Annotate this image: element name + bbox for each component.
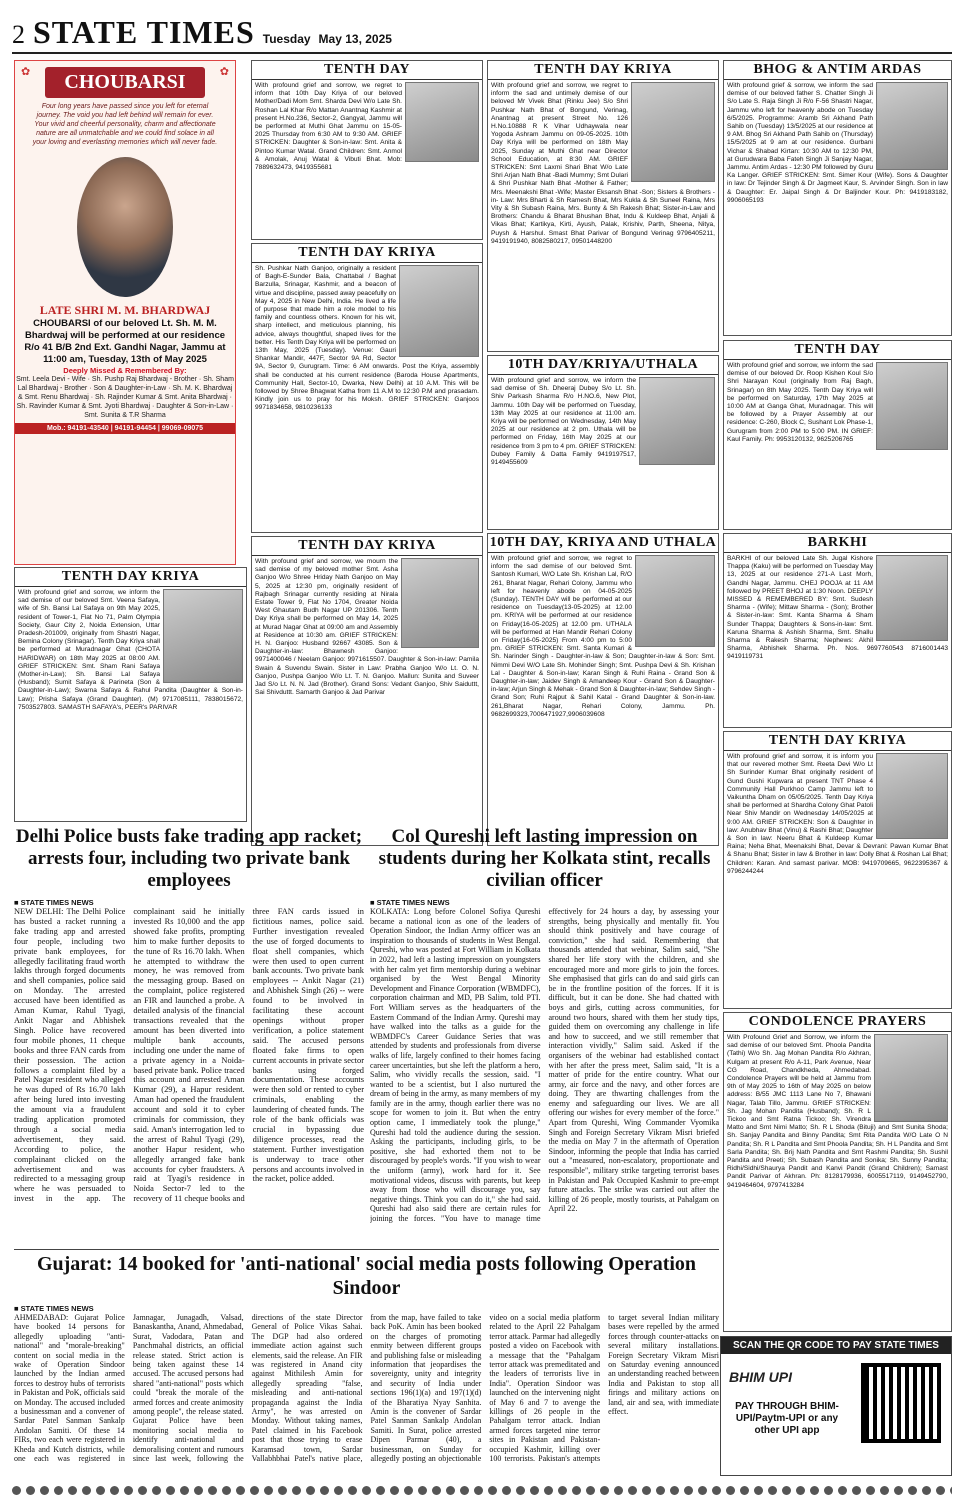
article-headline: Gujarat: 14 booked for 'anti-national' social media posts following Operation Sindoor	[36, 1253, 697, 1299]
obituary-text: With profound grief and sorrow, it is inform you that our revered mother Smt. Reeta Devi W/o Lt Sh Surinder Kumar Bhat originally resident of Gund Gushi Kupwara at present TNT Phase 4 Community Hall Purkhoo Camp Jammu left to Vaikuntha Dham on 05/05/2025. Tenth Day Kriya shall be performed at Shardha Colony Ghat Patoli Near Shiv Mandir on Wednesday 14/05/2025 at 9:00 AM. GRIEF STRICKEN: Son & Daughter in law: Anubhav Bhat (Vinu) & Rashi Bhat; Daughter & Son in law: Neeru Bhat & Kuldeep Kumar Raina; Neha Bhat, Meenakshi Bhat, Devar & Devrani: Pawan Kumar Bhat & Shanu Bhat; Sister in law & Brother in law: Dolly Bhat & Roshan Lal Bhat; Children: Karan. And samast parivar. MOB: 9419709665, 9622395367 & 9796244244	[727, 753, 948, 875]
decorative-dot	[614, 1486, 623, 1495]
decorative-dot	[222, 1486, 231, 1495]
deceased-portrait	[77, 157, 173, 297]
article-tag: ■ STATE TIMES NEWS	[370, 898, 450, 907]
decorative-dot	[110, 1486, 119, 1495]
decorative-dot	[628, 1486, 637, 1495]
decorative-dot	[642, 1486, 651, 1495]
decorative-dot	[54, 1486, 63, 1495]
decorative-dot	[460, 1486, 469, 1495]
flower-icon: ✿	[21, 66, 31, 78]
decorative-dot	[572, 1486, 581, 1495]
decorative-dot	[166, 1486, 175, 1495]
section-divider	[14, 1249, 719, 1250]
obituary-dheeraj-dubey	[487, 355, 719, 530]
decorative-dot	[600, 1486, 609, 1495]
decorative-dot	[782, 1486, 791, 1495]
decorative-dot	[68, 1486, 77, 1495]
article-body: KOLKATA: Long before Colonel Sofiya Qureshi became a national icon as one of the leaders of Operation Sindoor, the Indian Army officer was an inspiration to thousands of students in West Bengal. Qureshi, who was posted at Fort William in Kolkata in 2022, had left a lasting impression on youngsters with her calm yet firm mentorship during a webinar organised by the West Bengal Minority Development and Finance Corporation (WBMDFC), corporation chairman and MD, PB Salim, told PTI. Fort William serves as the headquarters of the Eastern Command of the Indian Army. Qureshi may have walked into the talks as a guide for the WBMDFC's Career Guidance Series that was attended by students and professionals from diverse walks of life, largely confined to their homes facing career uncertainties, but she left the platform a hero, Salim, who vividly recalls the session, said. "I wanted to be a scientist, but I also nurtured the dream of being in the army, as many members of my family are in the army, though earlier there was no scope for women to join it. But when the entry option came, I immediately took the plunge," Qureshi had told the audience during the session. Asking the participants, including girls, to be positive, she had exhorted them not to be discouraged by people's words. "If you wish to wear the uniform (army), work hard for it. See motivational videos, discuss with parents, but keep away from those who will discourage you, say negative things. Think you can do it," she had said. Qureshi had also said there are certain rules for joining the forces. "You have to manage time effectively for 24 hours a day, by assessing your strengths, being physically and mentally fit. You should think positively and have courage of conviction," she had said. Remembering that thousands attended that webinar, Salim said, "She shared her life story with the children, and she encouraged more and more girls to join the forces. She emphasised that girls can do and said girls can be in the frontline position of the forces. If it is difficult, but it can be done. She had chatted with boys and girls, cutting across communities, for around two hours, shared with them her study tips, guided them on overcoming any challenge in life and how to succeed, and we still remember that interaction vividly," Salim said. Asked if the organisers of the webinar had established contact with her after the press meet, Salim said, "It is a matter of pride for the entire country. What our army, air force and the navy, and other forces are doing. They are thwarting challenges from the enemy and safeguarding our lives. We are all offering our wishes for every member of the force." Apart from Qureshi, Wing Commander Vyomika Singh and Foreign Secretary Vikram Misri briefed the media on May 7 in the aftermath of Operation Sindoor, informing the people that India has carried out a "measured, non-escalatory, proportionate and responsible", military strike targeting terrorist bases in Pakistan and Pak Occupied Kashmir to pre-empt future attacks. The strike was carried out after the killing of 26 people, mostly tourists, at Pahalgam on April 22.	[370, 907, 719, 1223]
decorative-dot	[936, 1486, 945, 1495]
decorative-dot	[96, 1486, 105, 1495]
decorative-dot	[740, 1486, 749, 1495]
mourners-list: Smt. Leela Devi - Wife · Sh. Pushp Raj Bhardwaj - Brother · Sh. Sham Lal Bhardwaj - Brother · Son & Daughter-in-Law · Sh. M. K. Bhardwaj & Smt. Renu Bhardwaj · Sh. Rajinder Kumar & Smt. Anita Bhardwaj · Sh. Ravinder Kumar & Smt. Jyoti Bhardwaj · Daughter & Son-in-Law · Smt. Sunita & T.R Sharma	[16, 376, 234, 419]
obituary-jugal-kishore-thappa	[723, 533, 952, 728]
obituary-text: With Profound Grief and Sorrow, we inform the sad demise of our beloved Smt. Phoola Pandita (Tathi) W/o Sh. Jag Mohan Pandita R/o Akhran, Kulgam at present R/o A-11, Park Avenue, Near CG Road, Chandkheda, Ahmedabad. Condolence Prayers will be held at Jammu from 9th of May 2025 to 16th of May 2025 on below address: B/55 JMC 1113 Lane No 7, Bhawani Nagar, Talab Tillo, Jammu. GRIEF STRICKEN: Sh. Jag Mohan Pandita (Husband); Sh. R L Tickoo and Smt Ratna Tickoo; Sh. Virendra Matto and Smt Nimi Matto; Sh. R L Shoda (Bituji) and Smt Sunita Shoda; Sh. Sanjay Pandita and Binny Pandita; Smt Rita Pandita W/O Late O N Pandita; Sh. R L Pandita and Smt Phoola Pandita; Sh. H L Pandita and Smt Sarla Pandita; Sh. Brij Nath Pandita and Smt Rashmi Pandita; Sh. Sushil Pandita and Preeti; Sh. Subash Pandita and Sonika; Sh. Sunny Pandita; Ridhi/Sidhi/Shaurya Pandit and Kanvi Pandit (Grand Children); Samast Pandit Parivar of Akhran. Ph: 8128179936, 6005517119, 9149452790, 9419464604, 9797413284	[727, 1034, 948, 1189]
obituary-asha-ganjoo	[251, 536, 483, 846]
obituary-pushkar-nath-ganjoo	[251, 243, 483, 533]
decorative-dot	[362, 1486, 371, 1495]
decorative-dot	[264, 1486, 273, 1495]
deceased-photo	[874, 1034, 948, 1122]
deceased-photo	[876, 82, 948, 170]
decorative-dot	[768, 1486, 777, 1495]
deceased-photo	[639, 377, 715, 465]
page-number: 2	[12, 20, 25, 49]
decorative-dot	[432, 1486, 441, 1495]
decorative-dot	[488, 1486, 497, 1495]
decorative-dot	[824, 1486, 833, 1495]
obituary-text: With profound grief and sorrow, we regret to inform that 10th Day Kriya of our beloved Mother/Dadi Mom Smt. Sharda Devi W/o Late Sh. Roshan Lal Khar R/o Mattan Anantnag Kashmir at present H.No.236, Sector-2, Gangyal, Jammu will be performed at Muthi Ghat Jammu on 15-05-2025 Thursday from 6:30 AM to 9:30 AM. GRIEF STRICKEN: Daughter & Son-in-law: Smt. Anita & Pintoo Kumar Watal. Grand Children: Smt. Anmol & Amolak, Anuj Watal & Vibuti Bhat. Mob: 7889632473, 9419355681	[255, 82, 402, 172]
obituary-title: TENTH DAY KRIYA	[724, 732, 951, 751]
contact-numbers: Mob.: 94191-43540 | 94191-94454 | 99069-09075	[15, 423, 235, 434]
choubarsi-ad	[14, 60, 236, 565]
article-headline: Delhi Police busts fake trading app racket; arrests four, including two private bank employees	[15, 826, 363, 891]
decorative-dot	[754, 1486, 763, 1495]
obituary-title: 10TH DAY/KRIYA/UTHALA	[488, 356, 718, 375]
decorative-dot	[684, 1486, 693, 1495]
decorative-dot	[306, 1486, 315, 1495]
obituary-title: TENTH DAY KRIYA	[252, 537, 482, 556]
article-tag: ■ STATE TIMES NEWS	[14, 1304, 94, 1313]
obituary-text: With profound grief and sorrow, we inform the sad demise of Sh. Dheeraj Dubey S/o Lt. Sh. Shiv Parkash Sharma R/o H.NO.6, New Plot, Jammu. 10th Day will be performed on Tuesday, 13th May 2025 at our residence at 11:00 am. Kriya will be performed on Wednesday, 14th May 2025 at our residence at 2 pm. Uthala will be performed on Friday, 16th May 2025 at our residence from 3 pm to 4 pm. GRIEF STRICKEN: Dubey Family & Datta Family 9419197517, 9149455609	[491, 377, 636, 467]
decorative-dot	[880, 1486, 889, 1495]
deceased-photo	[405, 82, 479, 162]
obituary-roop-kishen-koul	[723, 340, 952, 530]
obituary-phoola-pandita	[723, 1012, 952, 1332]
decorative-dot	[138, 1486, 147, 1495]
decorative-dot	[502, 1486, 511, 1495]
decorative-dot	[726, 1486, 735, 1495]
masthead-bar	[12, 14, 952, 54]
qr-heading: SCAN THE QR CODE TO PAY STATE TIMES	[721, 1337, 951, 1354]
decorative-dot	[698, 1486, 707, 1495]
article-col-qureshi	[370, 826, 719, 1246]
article-gujarat	[14, 1252, 719, 1480]
obituary-text: With profound grief and sorrow, we inform the sad demise of our beloved Smt. Veena Safaya, wife of Sh. Bansi Lal Safaya on 9th May 2025, resident of Tower-1, Flat No 71, Palm Olympia Society, Gaur City 2, Noida Extension, Uttar Pradesh-201009, originally from Shastri Nagar, Bemina Colony (Srinagar). Tenth Day Kriya shall be performed at Muradnagar Ghat (CHOTA HARIDWAR) on 18th May 2025 at 08:00 AM. GRIEF STRICKEN: Smt. Sham Rani Safaya (Mother-in-Law); Sh. Bansi Lal Safaya (Husband); Sumit Safaya & Parineta (Son & Daughter-in-Law); Swarna Safaya & Rahul Pandita (Daughter & Son-in-Law); Prisha Safaya (Grand Daughter). (M) 9717085111, 7838015672, 7503527803. SAMASTH SAFAYA's, PEER's PARIVAR	[18, 589, 243, 711]
decorative-dot	[82, 1486, 91, 1495]
decorative-dot	[530, 1486, 539, 1495]
decorative-dot	[474, 1486, 483, 1495]
decorative-dot	[838, 1486, 847, 1495]
decorative-dot	[12, 1486, 21, 1495]
decorative-dot	[796, 1486, 805, 1495]
obituary-text: With profound grief and sorrow, we regret to inform the sad demise of our beloved Smt. Santosh Kumari, W/O Late Sh. Krishan Lal, R/O 261, Bharat Nagar, Rehari Colony, Jammu who left for heavenly abode on 04-05-2025 (Sunday). TENTH DAY will be performed at our residence on Tuesday(13-05-2025) at 12.00 pm. KRIYA will be performed at our residence on Friday(16-05-2025) at 12.00 pm. UTHALA will be performed at Han Mandir Rehari Colony on Friday(16-05-2025) From 4:00 pm to 5:00 pm. GRIEF STRICKEN: Smt. Santa Kumari & Sh. Narinder Singh - Daughter-in-law & Son; Daughter-in-law & Son: Smt. Nimmi Devi W/O Late Sh. Mohinder Singh; Smt. Pushpa Devi & Sh. Krishan Lal - Daughter & Son-in-law; Karan Singh & Ruhi Raina - Grand Son & Daughter-in-law; Jaidev Singh & Amandeep Kour - Grand Son & Daughter-in-law; Arjun Singh & Mehak - Grand Son & Daughter-in-law; Sehdev Singh - Grand Son; Ruhi Rajput & Sahil Katal - Grand Daughter & Son-in-law. 261,Bharat Nagar, Rehari Colony, Jammu. Ph. 9682699323,7006471927,9906039608	[491, 555, 715, 718]
obituary-veena-safaya	[14, 567, 247, 822]
obituary-santosh-kumari	[487, 533, 719, 846]
obituary-text: Sh. Pushkar Nath Ganjoo, originally a resident of Bagh-E-Sunder Bala, Chattabal / Baghat Barzulla, Srinagar, Kashmir, and a beacon of virtue and discipline, passed away peacefully on May 4, 2025 in New Delhi, India. He lived a life of purpose that made him a role model to his family and countless others. Known for his wit, sharp intellect, and meticulous planning, his advice, always thoughtful, shaped lives for the better. His Tenth Day Kriya will be performed on 13th May, 2025 (Tuesday). Venue: Gauri Shankar Mandir, 447F, Sector 9A Rd, Sector 9A, Sector 9, Gurugram. Time: 6 AM onwards. Post the Kriya, assembly shall be conducted at his current residence (Baroda House Apartments, Community Hall, Sector-10, Dwarka, New Delhi) at 10 A.M. This will be followed by Shree Bhagwat Katha from 11 A.M to 12:30 P.M and prasadam. Kindly join us to pray for his Moksh. GRIEF STRICKEN: Ganjoos 9971834658, 9810236133	[255, 265, 479, 412]
decorative-dot	[894, 1486, 903, 1495]
obituary-title: CONDOLENCE PRAYERS	[724, 1013, 951, 1032]
obituary-title: TENTH DAY	[724, 341, 951, 360]
decorative-dot	[152, 1486, 161, 1495]
decorative-dot	[250, 1486, 259, 1495]
article-headline: Col Qureshi left lasting impression on students during her Kolkata stint, recalls civilian officer	[378, 826, 711, 891]
decorative-dot	[348, 1486, 357, 1495]
decorative-dot	[278, 1486, 287, 1495]
article-body: AHMEDABAD: Gujarat Police have booked 14 persons for allegedly uploading "anti-national" and "morale-breaking" content on social media in the wake of Operation Sindoor launched by the Indian armed forces to destroy hubs of terrorists in Pakistan and PoK, officials said on Monday. The accused included a businessman and a convener of Sardar Patel Sanman Sankalp Andolan Samiti. Of these 14 FIRs, two each were registered in Kheda and Kutch districts, while one each was registered in Jamnagar, Junagadh, Valsad, Banaskantha, Anand, Ahmedabad, Surat, Vadodara, Patan and Panchmahal districts, an official release stated. Strict action is being taken against these 14 accused. The accused persons had shared "anti-national" posts which could "break the morale of the armed forces and create animosity among people", the release stated. Gujarat Police have been monitoring social media to identify anti-national and demoralising content and rumours since last week, following the directions of the state Director General of Police Vikas Sahai. The DGP had also ordered immediate action against such elements, said the release. An FIR was registered in Anand city against Mithilesh Amin for allegedly spreading "false, misleading and anti-national propaganda against the India Army", he was arrested on Monday. Without taking names, Patel claimed in his Facebook post that those trying to erase Karamsad town, Sardar Vallabhbhai Patel's native place, from the map, have failed to take back PoK. Amin has been booked on the charges of promoting enmity between different groups and publishing false or misleading information that jeopardises the sovereignty, unity and integrity and security of India under sections 196(1)(a) and 197(1)(d) of the Bharatiya Nyay Sanhita. Amin is the convener of Sardar Patel Sanman Sankalp Andolan Samiti. In Surat, police arrested Dipen Parmar (40), a businessman, on Sunday for allegedly posting an objectionable video on a social media platform related to the April 22 Pahalgam terror attack. Parmar had allegedly posted a video on Facebook with a message that the "Pahalgam terror attack was premeditated and the leaders of terrorists live in India". Operation Sindoor was launched on the intervening night of May 6 and 7 to avenge the killings of 26 people in the Pahalgam terror attack. Indian armed forces targeted nine terror sites in Pakistan and Pakistan-occupied Kashmir, killing over 100 terrorists. Pakistan's attempts to target several Indian military bases were repelled by the armed forces through counter-attacks on several military installations. Foreign Secretary Vikram Misri on Saturday evening announced an understanding reached between India and Pakistan to stop all firings and military actions on land, air and sea, with immediate effect.	[14, 1313, 719, 1464]
mourned-heading: Deeply Missed & Remembered By:	[63, 366, 187, 375]
obituary-sharda-devi	[251, 60, 483, 240]
article-delhi-police	[14, 826, 364, 1246]
obituary-text: With profound grief & sorrow, we inform the sad demise of our beloved father S. Chatter Singh Ji S/o Late S. Raja Singh Ji R/o F-56 Shastri Nagar, Jammu who left for heavenly abode on Tuesday 6/5/2025. Programme: Aramb Sri Akhand Path Sahib on (Tuesday) 13/5/2025 at our residence at 9 AM. Bhog Sri Akhand Path Sahib on (Thursday) 15/5/2025 at 9 am at our residence. Gurbani Vichar & Shabad Kirtan: 10:30 AM to 12:30 PM, at Gurudwara Baba Fateh Singh Ji Sanjay Nagar, Jammu. Antim Ardas - 12:30 PM followed by Guru Ka Langer. GRIEF STRICKEN: Smt. Simer Kour (Wife). Sons & Daughter in law: Dr Tejinder Singh & Dr Jagmeet Kaur, S. Arvinder Singh. Son in law & Daughter: Er. Jaipal Singh & Dr Baljinder Kour. Ph: 9419183182, 9906065193	[727, 82, 948, 204]
obituary-title: 10TH DAY, KRIYA AND UTHALA	[488, 534, 718, 553]
obituary-title: BHOG & ANTIM ARDAS	[724, 61, 951, 80]
obituary-text: BARKHI of our beloved Late Sh. Jugal Kishore Thappa (Kaku) will be performed on Tuesday May 13, 2025 at our residence 271-A Last Morh, Gandhi Nagar, Jammu. CHEJ POOJA at 11 AM followed by PREET BHOJ at 1:30 Noon. DEEPLY MISSED & REMEMBERED BY: Smt. Sudesh Sharma - (Wife); Mittaw Sharma - (Son); Brother & Sister-in-law: Smt. Kanta Sharma & Sham Sunder Thappa; Daughters & Sons-in-law: Smt. Karuna Sharma & Ashish Sharma, Smt. Shallu Sharma & Rakesh Sharma; Nephews: Akhil Sharma, Abhishek Sharma. Ph. Nos. 9697760543 8716001443 9419119731	[727, 555, 948, 661]
deceased-photo	[399, 265, 479, 357]
deceased-photo	[631, 82, 715, 182]
obituary-reeta-devi	[723, 731, 952, 1009]
decorative-dot	[26, 1486, 35, 1495]
deceased-photo	[635, 555, 715, 647]
decorative-dot	[292, 1486, 301, 1495]
decorative-dot	[586, 1486, 595, 1495]
obituary-text: With profound grief and sorrow, we regret to inform the sad and untimely demise of our beloved Mr Vivek Bhat (Rinku Jee) S/o Shri Pushkar Nath Bhat of Bongund, Verinag, Anantnag at present Street No. 126 H.No.10888 R K Vihar Udhaywala near Yogoda Ashram Jammu on 09-05-2025. 10th Day Kriya will be performed on 18th May 2025, Sunday at Muthi Ghat near Director School Education, at 8:30 AM. GRIEF STRICKEN: Smt Laxmi Shari Bhat W/o Late Shri Arjan Nath Bhat -Badi Mummy; Smt Dulari & Shri Pushkar Nath Bhat -Mother & Father; Mrs. Meenakshi Bhat -Wife; Master Eksansh Bhat -Son; Sisters & Brothers -in- Law: Mrs Bharti & Sh Ramesh Bhat, Mrs Kukla & Sh Suneel Raina, Mrs Vity & Sh Subash Raina, Mrs. Bunty & Sh Rakesh Bhat; Sister-in-Law and Brothers: Chandu & Bharat Bhushan Bhat, Indu & Kuldeep Bhat, Anjali & Vikas Bhat; Kartikya, Kirti, Ayush, Palak, Krishiv, Parth, Sheena, Nitya, Puysh & Harshul. Smast Bhat Parivar of Bongund Verinag 9796405211, 9419191940, 8082580217, 09501448200	[491, 82, 715, 245]
decorative-dot	[390, 1486, 399, 1495]
decorative-dot	[866, 1486, 875, 1495]
decorative-dot	[376, 1486, 385, 1495]
upi-payment-ad	[720, 1336, 952, 1476]
bhim-upi-logo: BHIM UPI	[729, 1369, 792, 1385]
decorative-dot	[670, 1486, 679, 1495]
decorative-dot	[656, 1486, 665, 1495]
issue-date: May 13, 2025	[318, 32, 392, 46]
obituary-title: TENTH DAY KRIYA	[252, 244, 482, 263]
decorative-dot	[194, 1486, 203, 1495]
issue-day: Tuesday	[262, 32, 311, 46]
deceased-photo	[876, 555, 948, 641]
article-body: NEW DELHI: The Delhi Police has busted a racket running a fake trading app and arrested four people, including two private bank employees, for allegedly facilitating fraud worth lakhs through forged documents and shell companies, police said on Monday. The arrested accused have been identified as Aman Kumar, Rahul Tyagi, Ankit Nagar and Abhishek Singh. Police have recovered four mobile phones, 11 cheque books and three FAN cards from their possession. The action follows a complaint filed by a Patel Nagar resident who alleged he was duped of Rs 16.70 lakh after being lured into investing the amount via a fraudulent trading application promoted through a social media advertisement, they said. According to police, the complainant clicked on the advertisement and was redirected to a messaging group where he was persuaded to invest in the app. The complainant said he initially invested Rs 10,000 and the app showed fake profits, prompting him to make further deposits to the tune of Rs 16.70 lakh. When he attempted to withdraw the money, he was removed from the messaging group. Based on the complaint, police registered an FIR and launched a probe. A detailed analysis of the financial transactions revealed that the amount has been diverted into multiple bank accounts, including one under the name of a private agency in a Noida-based private bank. Police traced this account and arrested Aman Kumar (29), a Hapur resident. Aman had opened the fraudulent account and sold it to cyber criminals for commission, they said. Aman's interrogation led to the arrest of Rahul Tyagi (29), another Hapur resident, who allegedly arranged fake bank accounts for cyber fraudsters. A raid at Tyagi's residence in Noida Sector-7 led to the recovery of 11 cheque books and three FAN cards issued in fictitious names, police said. Further investigation revealed the use of forged documents to float shell companies, which were then used to open current bank accounts. Two private bank employees -- Ankit Nagar (21) and Abhishek Singh (26) -- were found to be involved in facilitating these account openings without proper verification, a police statement said. The accused persons floated fake firms to open current accounts in private sector banks using forged documentation. These accounts were then sold or rented to cyber criminals, enabling the laundering of cheated funds. The role of the bank officials was crucial in bypassing due diligence processes, read the statement. Further investigation is underway to trace other persons and accounts involved in the racket, police added.	[14, 907, 364, 1204]
deceased-photo	[876, 753, 948, 839]
payment-instructions: PAY THROUGH BHIM-UPI/Paytm-UPI or any other UPI app	[735, 1401, 839, 1436]
decorative-dot	[180, 1486, 189, 1495]
article-tag: ■ STATE TIMES NEWS	[14, 898, 94, 907]
decorative-dot	[712, 1486, 721, 1495]
flower-icon: ✿	[219, 66, 229, 78]
decorative-dot	[124, 1486, 133, 1495]
deceased-name: LATE SHRI M. M. BHARDWAJ	[39, 303, 211, 317]
decorative-dot	[852, 1486, 861, 1495]
decorative-dot	[810, 1486, 819, 1495]
obituary-title: TENTH DAY	[252, 61, 482, 80]
obituary-title: BARKHI	[724, 534, 951, 553]
decorative-dot	[334, 1486, 343, 1495]
article-tag-text: STATE TIMES NEWS	[376, 898, 450, 907]
decorative-dot	[908, 1486, 917, 1495]
obituary-title: TENTH DAY KRIYA	[15, 568, 246, 587]
obituary-chatter-singh	[723, 60, 952, 336]
decorative-dot	[418, 1486, 427, 1495]
article-tag-text: STATE TIMES NEWS	[20, 898, 94, 907]
choubarsi-details: CHOUBARSI of our beloved Lt. Sh. M. M. Bhardwaj will be performed at our residence R/o 41 B/B 2nd Ext. Gandhi Nagar, Jammu at 11:00 am, Tuesday, 13th of May 2025	[24, 318, 226, 365]
deceased-photo	[401, 558, 479, 648]
obituary-text: With profound grief and sorrow, we inform the sad demise of our beloved Dr. Roop Kishen Koul S/o Shri Narayan Koul (originally from Raj Bagh, Srinagar) on 8th May 2025. Tenth Day Kriya will be performed on Saturday, 17th May 2025 at 10:00 AM at Ganga Ghat, Muradnagar. This will be followed by a Prayer Assembly at our residence: C-260, Block C, Sushant Lok Phase-1, Gurugram from 2:00 PM to 5:00 PM. IN GRIEF: Kaul Family. Ph: 9953120132, 9625206765	[727, 362, 873, 443]
decorative-dot	[446, 1486, 455, 1495]
decorative-dot	[544, 1486, 553, 1495]
decorative-dot	[922, 1486, 931, 1495]
obituary-vivek-bhat	[487, 60, 719, 352]
choubarsi-title: CHOUBARSI	[45, 67, 205, 98]
obituary-title: TENTH DAY KRIYA	[488, 61, 718, 80]
decorative-dot	[404, 1486, 413, 1495]
decorative-dot	[516, 1486, 525, 1495]
decorative-dot	[40, 1486, 49, 1495]
obituary-text: With profound grief and sorrow, we mourn the sad demise of my beloved mother Smt. Asha Ganjoo W/o Shree Hriday Nath Ganjoo on May 5, 2025 at 12:30 pm, originally resident of Rajbagh Srinagar currently residing at Nirala Estate Tower 9, Flat No 1704, Greater Noida West Ghautam Budh Nagar UP 201306. Tenth Day Kriya shall be performed on May 14, 2025 at Murad Nagar Ghat at 09:00 am and Assembly at Residence at 10:30 am. GRIEF STRICKEN: H. N. Ganjoo: Husband 92667 43085. Son & Daughter-in-law: Bhawnesh Ganjoo: 9971400046 / Neelam Ganjoo: 9971615507. Daughter & Son-in-law: Pamila Swain & Suvendu Swain. Sister in Law: Prabha Ganjoo W/o Lt. O. N. Ganjoo, Pushpa Ganjoo W/o Lt. T. N. Ganjoo. Mallun: Sunita and Suveer Jad S/o Lt. N. N. Jad (Brother). Grand Sons: Vedant Ganjoo, Shiv Saiduttt, Sai Shivduttt. Samarth Ganjoo & Jad Parivar	[255, 558, 479, 697]
decorative-dot	[208, 1486, 217, 1495]
deceased-photo	[876, 362, 948, 450]
decorative-dot	[236, 1486, 245, 1495]
decorative-dot	[558, 1486, 567, 1495]
qr-code-icon[interactable]	[861, 1363, 941, 1443]
footer-dots	[12, 1484, 952, 1496]
decorative-dot	[950, 1486, 952, 1495]
deceased-photo	[163, 589, 243, 683]
article-tag-text: STATE TIMES NEWS	[20, 1304, 94, 1313]
masthead-title: STATE TIMES	[33, 14, 255, 50]
choubarsi-intro: Four long years have passed since you left for eternal journey. The void you had left behind will remain for ever. Your vivid and cheerful personality, charm and affectionate nature are all unmatchable and we could find solace in all your loving and everlasting memories which will never fade.	[32, 103, 218, 146]
decorative-dot	[320, 1486, 329, 1495]
